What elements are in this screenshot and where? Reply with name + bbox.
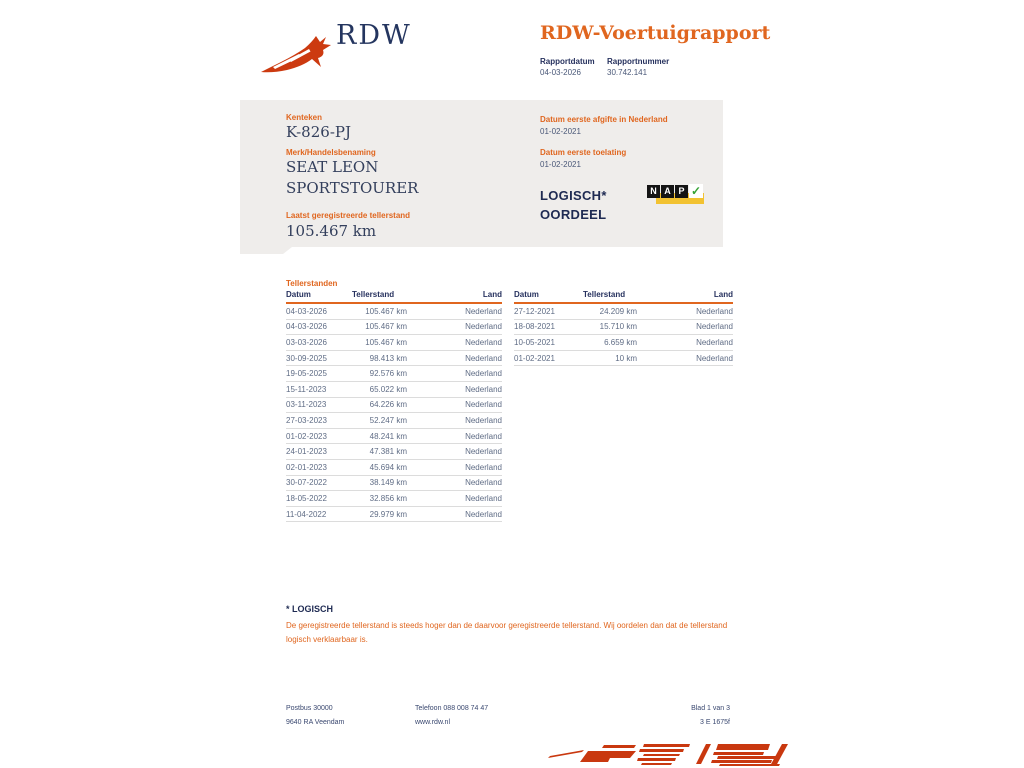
table-row xyxy=(514,304,733,320)
land-cell: Nederland xyxy=(465,478,502,488)
datum-cell: 27-03-2023 xyxy=(286,415,327,425)
datum-cell: 30-09-2025 xyxy=(286,353,327,363)
table-body xyxy=(286,304,502,522)
report-number-label: Rapportnummer xyxy=(607,57,670,66)
tellerstand-cell: 52.247 km xyxy=(369,415,407,425)
odometer-table-right xyxy=(514,290,733,366)
tellerstand-cell: 47.381 km xyxy=(369,447,407,457)
logisch-footnote xyxy=(286,604,736,647)
table-row xyxy=(286,413,502,429)
datum-cell: 03-11-2023 xyxy=(286,400,327,410)
nap-check-icon: ✓ xyxy=(690,184,702,198)
tellerstand-cell: 15.710 km xyxy=(599,322,637,332)
table-row xyxy=(514,320,733,336)
tellerstand-cell: 10 km xyxy=(615,353,637,363)
footer-address-line1: Postbus 30000 xyxy=(286,705,333,712)
datum-cell: 03-03-2026 xyxy=(286,337,327,347)
header-land: Land xyxy=(482,290,502,299)
rdw-bird-logo-icon xyxy=(257,30,335,76)
tellerstand-cell: 65.022 km xyxy=(369,384,407,394)
table-row xyxy=(514,351,733,367)
datum-cell: 10-05-2021 xyxy=(514,337,555,347)
tellerstand-value: 105.467 km xyxy=(286,222,377,240)
footer-phone: Telefoon 088 008 74 47 xyxy=(415,705,489,712)
kenteken-label: Kenteken xyxy=(286,113,323,122)
land-cell: Nederland xyxy=(465,306,502,316)
tellerstand-cell: 98.413 km xyxy=(369,353,407,363)
datum-cell: 30-07-2022 xyxy=(286,478,327,488)
datum-cell: 01-02-2021 xyxy=(514,353,555,363)
tellerstanden-title: Tellerstanden xyxy=(286,279,338,288)
nap-letter-a: A xyxy=(661,185,674,198)
tellerstand-cell: 29.979 km xyxy=(369,509,407,519)
tellerstand-cell: 45.694 km xyxy=(369,462,407,472)
tellerstand-cell: 105.467 km xyxy=(365,322,407,332)
footer-contact xyxy=(415,702,488,730)
land-cell: Nederland xyxy=(465,369,502,379)
datum-cell: 01-02-2023 xyxy=(286,431,327,441)
tellerstand-cell: 92.576 km xyxy=(369,369,407,379)
odometer-table-left xyxy=(286,290,502,522)
table-row xyxy=(286,398,502,414)
table-header xyxy=(514,290,733,304)
datum-cell: 11-04-2022 xyxy=(286,509,327,519)
datum-cell: 04-03-2026 xyxy=(286,306,327,316)
footer-page-number: Blad 1 van 3 xyxy=(691,705,730,712)
land-cell: Nederland xyxy=(465,415,502,425)
land-cell: Nederland xyxy=(465,447,502,457)
nap-logo xyxy=(647,184,707,206)
table-row xyxy=(286,491,502,507)
tellerstand-cell: 105.467 km xyxy=(365,306,407,316)
table-row xyxy=(286,304,502,320)
table-row xyxy=(286,460,502,476)
datum-cell: 24-01-2023 xyxy=(286,447,327,457)
tellerstand-cell: 105.467 km xyxy=(365,337,407,347)
oordeel-line2: OORDEEL xyxy=(540,207,607,222)
tellerstand-cell: 48.241 km xyxy=(369,431,407,441)
summary-box-tab xyxy=(240,247,292,254)
oordeel-line1: LOGISCH* xyxy=(540,188,607,203)
tellerstand-label: Laatst geregistreerde tellerstand xyxy=(286,211,411,220)
table-row xyxy=(286,351,502,367)
report-date-value: 04-03-2026 xyxy=(540,68,581,77)
land-cell: Nederland xyxy=(696,322,733,332)
land-cell: Nederland xyxy=(465,322,502,332)
table-row xyxy=(286,335,502,351)
land-cell: Nederland xyxy=(696,306,733,316)
tellerstand-cell: 32.856 km xyxy=(369,493,407,503)
tellerstand-cell: 38.149 km xyxy=(369,478,407,488)
table-row xyxy=(286,320,502,336)
afgifte-label: Datum eerste afgifte in Nederland xyxy=(540,115,668,124)
tellerstand-cell: 64.226 km xyxy=(369,400,407,410)
oordeel-text xyxy=(540,186,607,224)
datum-cell: 18-05-2022 xyxy=(286,493,327,503)
table-row xyxy=(514,335,733,351)
toelating-value: 01-02-2021 xyxy=(540,160,581,169)
merk-value-line1: SEAT LEON xyxy=(286,158,379,176)
footnote-title: * LOGISCH xyxy=(286,604,334,614)
table-row xyxy=(286,429,502,445)
table-row xyxy=(286,507,502,523)
table-header xyxy=(286,290,502,304)
report-date-label: Rapportdatum xyxy=(540,57,595,66)
datum-cell: 18-08-2021 xyxy=(514,322,555,332)
nap-letter-n: N xyxy=(647,185,660,198)
land-cell: Nederland xyxy=(465,493,502,503)
datum-cell: 27-12-2021 xyxy=(514,306,555,316)
header-land: Land xyxy=(713,290,733,299)
afgifte-value: 01-02-2021 xyxy=(540,127,581,136)
header-datum: Datum xyxy=(286,290,311,299)
merk-value-line2: SPORTSTOURER xyxy=(286,179,419,197)
land-cell: Nederland xyxy=(465,431,502,441)
tellerstand-cell: 6.659 km xyxy=(604,337,637,347)
datum-cell: 04-03-2026 xyxy=(286,322,327,332)
datum-cell: 19-05-2025 xyxy=(286,369,327,379)
land-cell: Nederland xyxy=(465,509,502,519)
land-cell: Nederland xyxy=(465,353,502,363)
land-cell: Nederland xyxy=(465,400,502,410)
table-row xyxy=(286,476,502,492)
land-cell: Nederland xyxy=(465,462,502,472)
kenteken-value: K-826-PJ xyxy=(286,123,351,141)
land-cell: Nederland xyxy=(465,384,502,394)
rdw-wordmark: RDW xyxy=(336,20,412,51)
land-cell: Nederland xyxy=(465,337,502,347)
header-tellerstand: Tellerstand xyxy=(352,290,395,299)
land-cell: Nederland xyxy=(696,353,733,363)
table-row xyxy=(286,366,502,382)
table-row xyxy=(286,444,502,460)
nap-letter-p: P xyxy=(675,185,688,198)
toelating-label: Datum eerste toelating xyxy=(540,148,627,157)
land-cell: Nederland xyxy=(696,337,733,347)
footer-website: www.rdw.nl xyxy=(415,719,451,726)
merk-label: Merk/Handelsbenaming xyxy=(286,148,376,157)
report-title: RDW-Voertuigrapport xyxy=(540,22,771,44)
header-datum: Datum xyxy=(514,290,539,299)
header-tellerstand: Tellerstand xyxy=(583,290,626,299)
table-row xyxy=(286,382,502,398)
footer-doc-code: 3 E 1675f xyxy=(700,719,730,726)
footer-address-line2: 9640 RA Veendam xyxy=(286,719,345,726)
tellerstand-cell: 24.209 km xyxy=(599,306,637,316)
footer-address xyxy=(286,702,344,730)
datum-cell: 15-11-2023 xyxy=(286,384,327,394)
table-body xyxy=(514,304,733,366)
report-number-value: 30.742.141 xyxy=(607,68,648,77)
rdw-stripes-graphic-icon xyxy=(548,742,788,768)
footer-page-info xyxy=(691,702,730,730)
datum-cell: 02-01-2023 xyxy=(286,462,327,472)
footnote-text: De geregistreerde tellerstand is steeds hoger dan de daarvoor geregistreerde tellerstand. Wij oordelen dan dat de tellerstand logisch verklaarbaar is. xyxy=(286,621,728,644)
